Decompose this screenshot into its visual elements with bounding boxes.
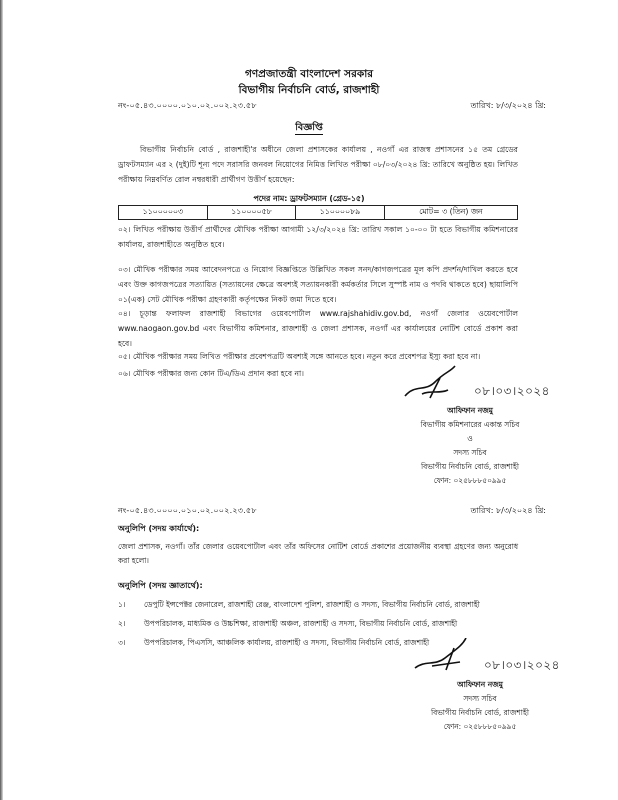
handwritten-date: ০৮।০৩।২০২৪: [474, 384, 550, 398]
signatory-office: বিভাগীয় নির্বাচনি বোর্ড, রাজশাহী: [431, 708, 529, 717]
table-row: [119, 206, 518, 220]
signature-scribble-icon: [400, 364, 470, 404]
government-name: গণপ্রজাতন্ত্রী বাংলাদেশ সরকার: [244, 68, 374, 80]
copy-memo-date: তারিখ: ৮/৩/২০২৪ খ্রি:: [470, 506, 546, 515]
signatory-designation-2: সদস্য সচিব: [453, 448, 487, 457]
cc-action-text: জেলা প্রশাসক, নওগাঁ। তাঁর জেলার ওয়েবপোর্টাল এবং তাঁর অফিসের নোটিশ বোর্ডে প্রকাশের প্রয়োজনীয় ব্যবস্থা গ্রহণের জন্য অনুরোধ করা হলো।: [118, 542, 518, 565]
roll-cell: ১১০০০০৫৮: [207, 206, 296, 220]
post-name: পদের নাম: ড্রাফটসম্যান (গ্রেড-১৫): [253, 194, 365, 203]
signatory-name: আফিফান নজমু: [457, 680, 503, 689]
cc-item-text: ডেপুটি ইন্সপেক্টর জেনারেল, রাজশাহী রেঞ্জ, বাংলাদেশ পুলিশ, রাজশাহী ও সদস্য, বিভাগীয় নির্বাচনি বোর্ড, রাজশাহী: [144, 600, 480, 609]
cc-item-number: ৩।: [118, 638, 126, 647]
cc-item-number: ২।: [118, 619, 126, 628]
signature-mark: [380, 652, 580, 678]
memo-date: তারিখ: ৮/৩/২০২৪ খ্রি:: [470, 101, 546, 110]
memo-number: নং-০৫.৪৩.০০০০.০১০.০২.০০২.২৩.৫৮: [118, 101, 257, 110]
signatory-phone: ফোন: ০২৫৮৮৮৫০৯৯৫: [443, 722, 517, 731]
document-header: [0, 66, 618, 98]
notice-title: [0, 121, 618, 136]
cc-info-item: [118, 598, 538, 612]
cc-action-heading: অনুলিপি (সদয় কার্যার্থে):: [118, 524, 200, 533]
copy-memo-number: নং-০৫.৪৩.০০০০.০১০.০২.০০২.২৩.৫৮: [118, 506, 257, 515]
notice-title-text: বিজ্ঞপ্তি: [295, 122, 323, 133]
notice-intro: বিভাগীয় নির্বাচনি বোর্ড , রাজশাহী'র অধীনে জেলা প্রশাসকের কার্যালয় , নওগাঁ এর রাজস্ব প্রশাসনের ১৫ তম গ্রেডের ড্রাফটসম্যান এর ২ (দুই)টি শূন্য পদে সরাসরি জনবল নিয়োগের নিমিত্ত লিখিত পরীক্ষা ০৮/০৩/২০২৪ খ্রি: তারিখে অনুষ্ঠিত হয়। লিখিত পরীক্ষায় নিম্নবর্ণিত রোল নম্বরধারী প্রার্থীগণ উত্তীর্ণ হয়েছেন:: [118, 145, 518, 185]
handwritten-date: ০৮।০৩।২০২৪: [484, 658, 560, 672]
roll-cell: ১১০০০০৮৯: [296, 206, 385, 220]
signatory-phone: ফোন: ০২৫৮৮৮৫০৯৯৫: [433, 476, 507, 485]
signature-block-2: [380, 652, 580, 734]
signature-mark: [370, 378, 570, 404]
office-name: বিভাগীয় নির্বাচনি বোর্ড, রাজশাহী: [238, 84, 380, 96]
cc-info-heading: অনুলিপি (সদয় জ্ঞাতার্থে):: [118, 581, 203, 590]
cc-item-text: উপপরিচালক, পিএসসি, আঞ্চলিক কার্যালয়, রাজশাহী ও সদস্য, বিভাগীয় নির্বাচনি বোর্ড, রাজশাহী: [144, 638, 430, 647]
signature-block-1: [370, 378, 570, 488]
signatory-designation: বিভাগীয় কমিশনারের একান্ত সচিব: [420, 420, 520, 429]
signatory-office: বিভাগীয় নির্বাচনি বোর্ড, রাজশাহী: [421, 462, 519, 471]
cc-item-text: উপপরিচালক, মাধ্যমিক ও উচ্চশিক্ষা, রাজশাহী অঞ্চল, রাজশাহী ও সদস্য, বিভাগীয় নির্বাচনি বোর্ড, রাজশাহী: [144, 619, 458, 628]
cc-item-number: ১।: [118, 600, 126, 609]
point-03: ০৩। মৌখিক পরীক্ষার সময় আবেদনপত্রে ও নিয়োগ বিজ্ঞপ্তিতে উল্লিখিত সকল সনদ/কাগজপত্রের মূল কপি প্রদর্শন/দাখিল করতে হবে এবং উক্ত কাগজপত্রের সত্যায়িত (সত্যায়নের ক্ষেত্রে অবশ্যই সত্যায়নকারী কর্মকর্তার সিলে সুস্পষ্ট নাম ও পদবি থাকতে হবে) ছায়ালিপি ০১(এক) সেট মৌখিক পরীক্ষা গ্রহণকারী কর্তৃপক্ষের নিকট জমা দিতে হবে।: [118, 265, 518, 305]
point-04: ০৪। চূড়ান্ত ফলাফল রাজশাহী বিভাগের ওয়েবপোর্টাল www.rajshahidiv.gov.bd, নওগাঁ জেলার ওয়েবপোর্টাল www.naogaon.gov.bd এবং বিভাগীয় কমিশনার, রাজশাহী ও জেলা প্রশাসক, নওগাঁ এর কার্যালয়ের নোটিশ বোর্ডে প্রকাশ করা হবে।: [118, 309, 518, 349]
total-cell: মোট= ৩ (তিন) জন: [384, 206, 517, 220]
cc-info-item: [118, 617, 538, 631]
signatory-name: আফিফান নজমু: [447, 406, 493, 415]
point-06: ০৬। মৌখিক পরীক্ষার জন্য কোন টিএ/ডিএ প্রদান করা হবে না।: [118, 369, 304, 378]
roll-cell: ১১০০০০০৩: [119, 206, 208, 220]
point-02: ০২। লিখিত পরীক্ষায় উত্তীর্ণ প্রার্থীদের মৌখিক পরীক্ষা আগামী ১২/৩/২০২৪ খ্রি: তারিখ সকাল ১০-০০ টা হতে বিভাগীয় কমিশনারের কার্যালয়, রাজশাহীতে অনুষ্ঠিত হবে।: [118, 225, 518, 250]
signature-scribble-icon: [410, 638, 480, 678]
point-05: ০৫। মৌখিক পরীক্ষার সময় লিখিত পরীক্ষার প্রবেশপত্রটি অবশ্যই সঙ্গে আনতে হবে। নতুন করে প্রবেশপত্র ইস্যু করা হবে না।: [118, 352, 481, 361]
signatory-designation: সদস্য সচিব: [463, 694, 497, 703]
roll-table: [118, 205, 518, 220]
conjunction: ও: [467, 434, 473, 443]
